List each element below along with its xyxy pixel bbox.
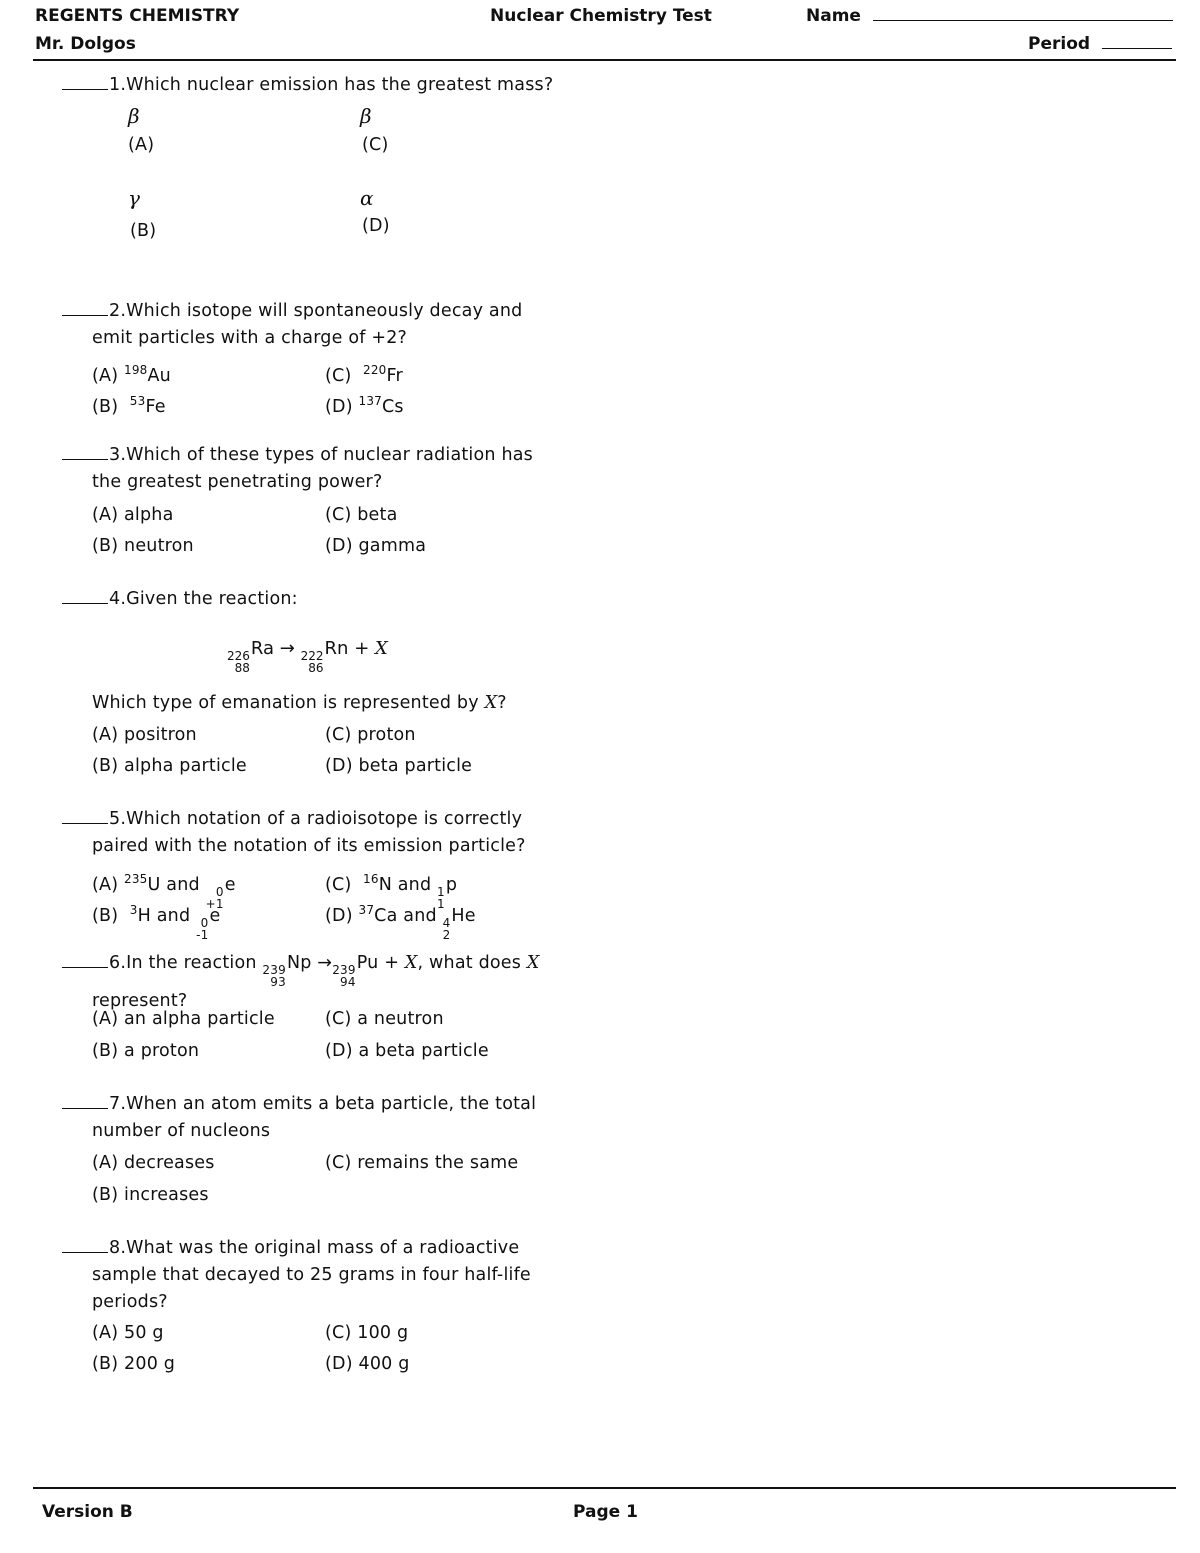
name-blank[interactable] (873, 20, 1173, 21)
test-title: Nuclear Chemistry Test (490, 6, 712, 26)
q7-line1: When an atom emits a beta particle, the total (126, 1094, 537, 1114)
answer-blank-8[interactable] (62, 1238, 108, 1253)
q7-number: 7. (109, 1094, 127, 1114)
question-4 (62, 586, 582, 613)
q8-option-b[interactable]: (B) 200 g (92, 1354, 176, 1374)
q1-symbol-b: γ (128, 186, 140, 210)
q2-option-d[interactable]: (D) $^{137}$Cs (325, 394, 404, 417)
answer-blank-1[interactable] (62, 75, 108, 90)
q1-option-b[interactable]: (B) (130, 221, 157, 241)
question-6: 6.In the reaction 239 93 Np → 239 94 Pu + X, what does X represent? (62, 950, 622, 1015)
answer-blank-7[interactable] (62, 1094, 108, 1109)
question-2 (62, 298, 582, 352)
course-title: REGENTS CHEMISTRY (35, 6, 240, 26)
q3-option-c[interactable]: (C) beta (325, 505, 398, 525)
q2-option-c[interactable]: (C) $^{220}$Fr (325, 363, 403, 386)
question-7 (62, 1091, 582, 1145)
question-3 (62, 442, 582, 496)
q6-option-b[interactable]: (B) a proton (92, 1041, 200, 1061)
q1-number: 1. (109, 75, 127, 95)
page-number: Page 1 (573, 1502, 638, 1522)
period-field[interactable] (1028, 34, 1172, 54)
q1-option-a[interactable]: (A) (128, 135, 155, 155)
teacher-name: Mr. Dolgos (35, 34, 136, 54)
q1-symbol-a: β (128, 104, 140, 128)
q8-line1: What was the original mass of a radioactive (126, 1238, 520, 1258)
q1-symbol-c: β (360, 104, 372, 128)
q3-line1: Which of these types of nuclear radiation has (126, 445, 533, 465)
q1-option-d[interactable]: (D) (362, 216, 390, 236)
question-5 (62, 806, 582, 860)
q4-text: Given the reaction: (126, 589, 298, 609)
answer-blank-5[interactable] (62, 809, 108, 824)
q7-option-a[interactable]: (A) decreases (92, 1153, 215, 1173)
answer-blank-4[interactable] (62, 589, 108, 604)
q2-line1: Which isotope will spontaneously decay and (126, 301, 523, 321)
question-8 (62, 1235, 582, 1316)
q3-option-b[interactable]: (B) neutron (92, 536, 194, 556)
answer-blank-2[interactable] (62, 301, 108, 316)
period-blank[interactable] (1102, 48, 1172, 49)
q8-line2: sample that decayed to 25 grams in four half-life (92, 1265, 531, 1285)
q5-option-c[interactable]: (C) $^{16}$N and 1 1 p (325, 872, 458, 911)
q4-number: 4. (109, 589, 127, 609)
q6-option-d[interactable]: (D) a beta particle (325, 1041, 489, 1061)
q8-line3: periods? (92, 1292, 168, 1312)
q5-line1: Which notation of a radioisotope is correctly (126, 809, 523, 829)
q4-option-b[interactable]: (B) alpha particle (92, 756, 247, 776)
q6-line2: represent? (92, 991, 188, 1011)
q4-option-d[interactable]: (D) beta particle (325, 756, 473, 776)
q4-equation: 226 88 Ra → 222 86 Rn + X (227, 638, 388, 675)
q2-option-b[interactable]: (B) $^{53}$Fe (92, 394, 166, 417)
version-label: Version B (42, 1502, 133, 1522)
q5-option-b[interactable]: (B) $^3$H and 0 -1 e (92, 903, 221, 942)
q2-option-a[interactable]: (A) $^{198}$Au (92, 363, 171, 386)
footer-rule (33, 1487, 1176, 1489)
q2-line2: emit particles with a charge of +2? (92, 328, 408, 348)
q1-option-c[interactable]: (C) (362, 135, 389, 155)
question-1 (62, 72, 582, 99)
header-rule (33, 59, 1176, 61)
q8-number: 8. (109, 1238, 127, 1258)
q3-option-d[interactable]: (D) gamma (325, 536, 427, 556)
name-label: Name (806, 6, 861, 26)
q1-text: Which nuclear emission has the greatest mass? (126, 75, 554, 95)
q2-number: 2. (109, 301, 127, 321)
q3-option-a[interactable]: (A) alpha (92, 505, 174, 525)
q8-option-c[interactable]: (C) 100 g (325, 1323, 409, 1343)
q4-question: Which type of emanation is represented by X? (92, 693, 507, 713)
answer-blank-6[interactable] (62, 953, 108, 968)
answer-blank-3[interactable] (62, 445, 108, 460)
q1-symbol-d: α (360, 186, 374, 210)
q5-option-a[interactable]: (A) $^{235}$U and 0 +1 e (92, 872, 236, 911)
q7-line2: number of nucleons (92, 1121, 271, 1141)
q5-number: 5. (109, 809, 127, 829)
q3-line2: the greatest penetrating power? (92, 472, 383, 492)
q7-option-c[interactable]: (C) remains the same (325, 1153, 519, 1173)
q6-option-a[interactable]: (A) an alpha particle (92, 1009, 275, 1029)
q4-option-a[interactable]: (A) positron (92, 725, 197, 745)
name-field[interactable] (806, 6, 1173, 26)
q3-number: 3. (109, 445, 127, 465)
q5-line2: paired with the notation of its emission particle? (92, 836, 526, 856)
q7-option-b[interactable]: (B) increases (92, 1185, 209, 1205)
q8-option-a[interactable]: (A) 50 g (92, 1323, 164, 1343)
q4-option-c[interactable]: (C) proton (325, 725, 416, 745)
period-label: Period (1028, 34, 1091, 54)
q5-option-d[interactable]: (D) $^{37}$Ca and 4 2 He (325, 903, 476, 942)
q6-option-c[interactable]: (C) a neutron (325, 1009, 444, 1029)
q6-number: 6. (109, 953, 127, 973)
q8-option-d[interactable]: (D) 400 g (325, 1354, 410, 1374)
